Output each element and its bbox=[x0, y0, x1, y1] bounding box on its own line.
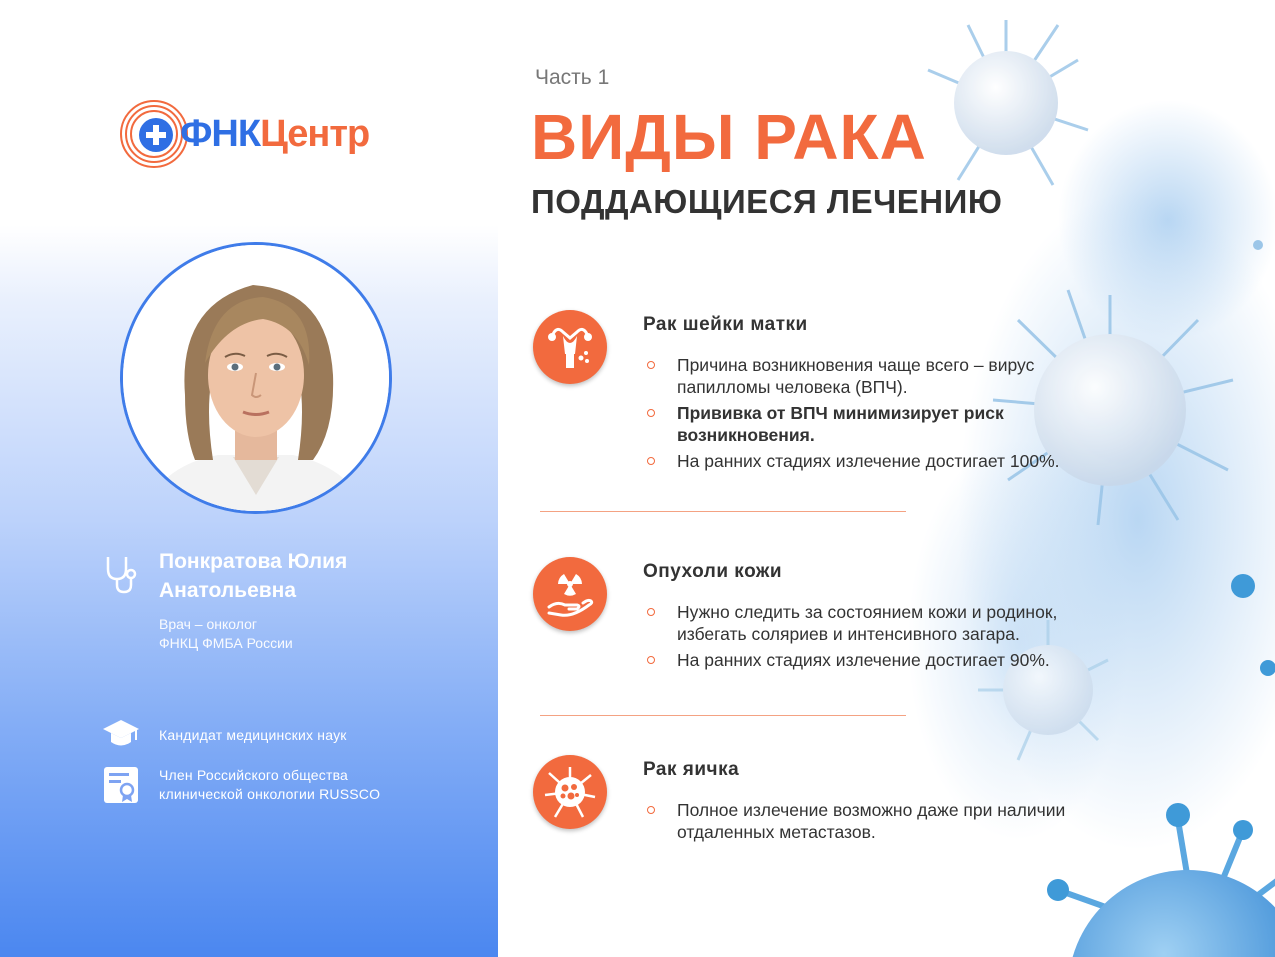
bullet-text: На ранних стадиях излечение достигает 100%. bbox=[677, 451, 1060, 471]
doctor-portrait bbox=[123, 245, 389, 511]
logo-text-orange: Центр bbox=[260, 113, 370, 155]
doctor-membership bbox=[159, 766, 459, 804]
doctor-name bbox=[159, 547, 479, 605]
bullet-marker-icon bbox=[647, 457, 655, 465]
section-title: Рак яичка bbox=[643, 759, 740, 780]
doctor-role bbox=[159, 615, 479, 653]
doctor-panel bbox=[0, 0, 498, 957]
uterus-icon bbox=[533, 310, 607, 384]
section-divider bbox=[540, 715, 906, 716]
doctor-info bbox=[159, 547, 479, 653]
bullet-item bbox=[643, 799, 1123, 843]
section-title: Рак шейки матки bbox=[643, 314, 808, 335]
bullet-text: Причина возникновения чаще всего – вирус папилломы человека (ВПЧ). bbox=[677, 355, 1035, 397]
bullet-marker-icon bbox=[647, 409, 655, 417]
bullet-marker-icon bbox=[647, 806, 655, 814]
tumor-cell-icon bbox=[533, 755, 607, 829]
bullet-marker-icon bbox=[647, 656, 655, 664]
bullet-marker-icon bbox=[647, 361, 655, 369]
doctor-role-line2: ФНКЦ ФМБА России bbox=[159, 635, 293, 651]
graduation-cap-icon bbox=[102, 718, 140, 750]
bullet-item bbox=[643, 402, 1123, 446]
bullet-item bbox=[643, 601, 1123, 645]
doctor-avatar bbox=[120, 242, 392, 514]
doctor-name-line2: Анатольевна bbox=[159, 579, 297, 602]
bullet-item bbox=[643, 354, 1123, 398]
bullet-text: Полное излечение возможно даже при наличии отдаленных метастазов. bbox=[677, 800, 1066, 842]
doctor-name-line1: Понкратова Юлия bbox=[159, 550, 348, 573]
bullet-text: Нужно следить за состоянием кожи и родинок, избегать соляриев и интенсивного загара. bbox=[677, 602, 1058, 644]
logo-text-blue: ФНК bbox=[180, 113, 261, 155]
bullet-text: Прививка от ВПЧ минимизирует риск возникновения. bbox=[677, 403, 1004, 445]
bullet-item bbox=[643, 649, 1123, 671]
part-label: Часть 1 bbox=[535, 66, 610, 89]
logo-text bbox=[180, 112, 369, 156]
doctor-role-line1: Врач – онколог bbox=[159, 616, 257, 632]
section-divider bbox=[540, 511, 906, 512]
section-title: Опухоли кожи bbox=[643, 561, 783, 582]
stethoscope-icon bbox=[102, 555, 140, 595]
membership-line1: Член Российского общества bbox=[159, 767, 349, 783]
membership-line2: клинической онкологии RUSSCO bbox=[159, 786, 381, 802]
bullet-list bbox=[643, 799, 1123, 847]
doctor-degree: Кандидат медицинских наук bbox=[159, 727, 347, 743]
bullet-marker-icon bbox=[647, 608, 655, 616]
page-title: ВИДЫ РАКА bbox=[531, 101, 927, 173]
bullet-item bbox=[643, 450, 1123, 472]
bullet-text: На ранних стадиях излечение достигает 90%. bbox=[677, 650, 1050, 670]
logo-cross-icon bbox=[118, 98, 188, 168]
bullet-list bbox=[643, 601, 1123, 675]
radiation-hand-icon bbox=[533, 557, 607, 631]
certificate-icon bbox=[103, 766, 139, 804]
page-subtitle: ПОДДАЮЩИЕСЯ ЛЕЧЕНИЮ bbox=[531, 183, 1003, 220]
fnkc-logo bbox=[118, 98, 408, 168]
bullet-list bbox=[643, 354, 1123, 476]
